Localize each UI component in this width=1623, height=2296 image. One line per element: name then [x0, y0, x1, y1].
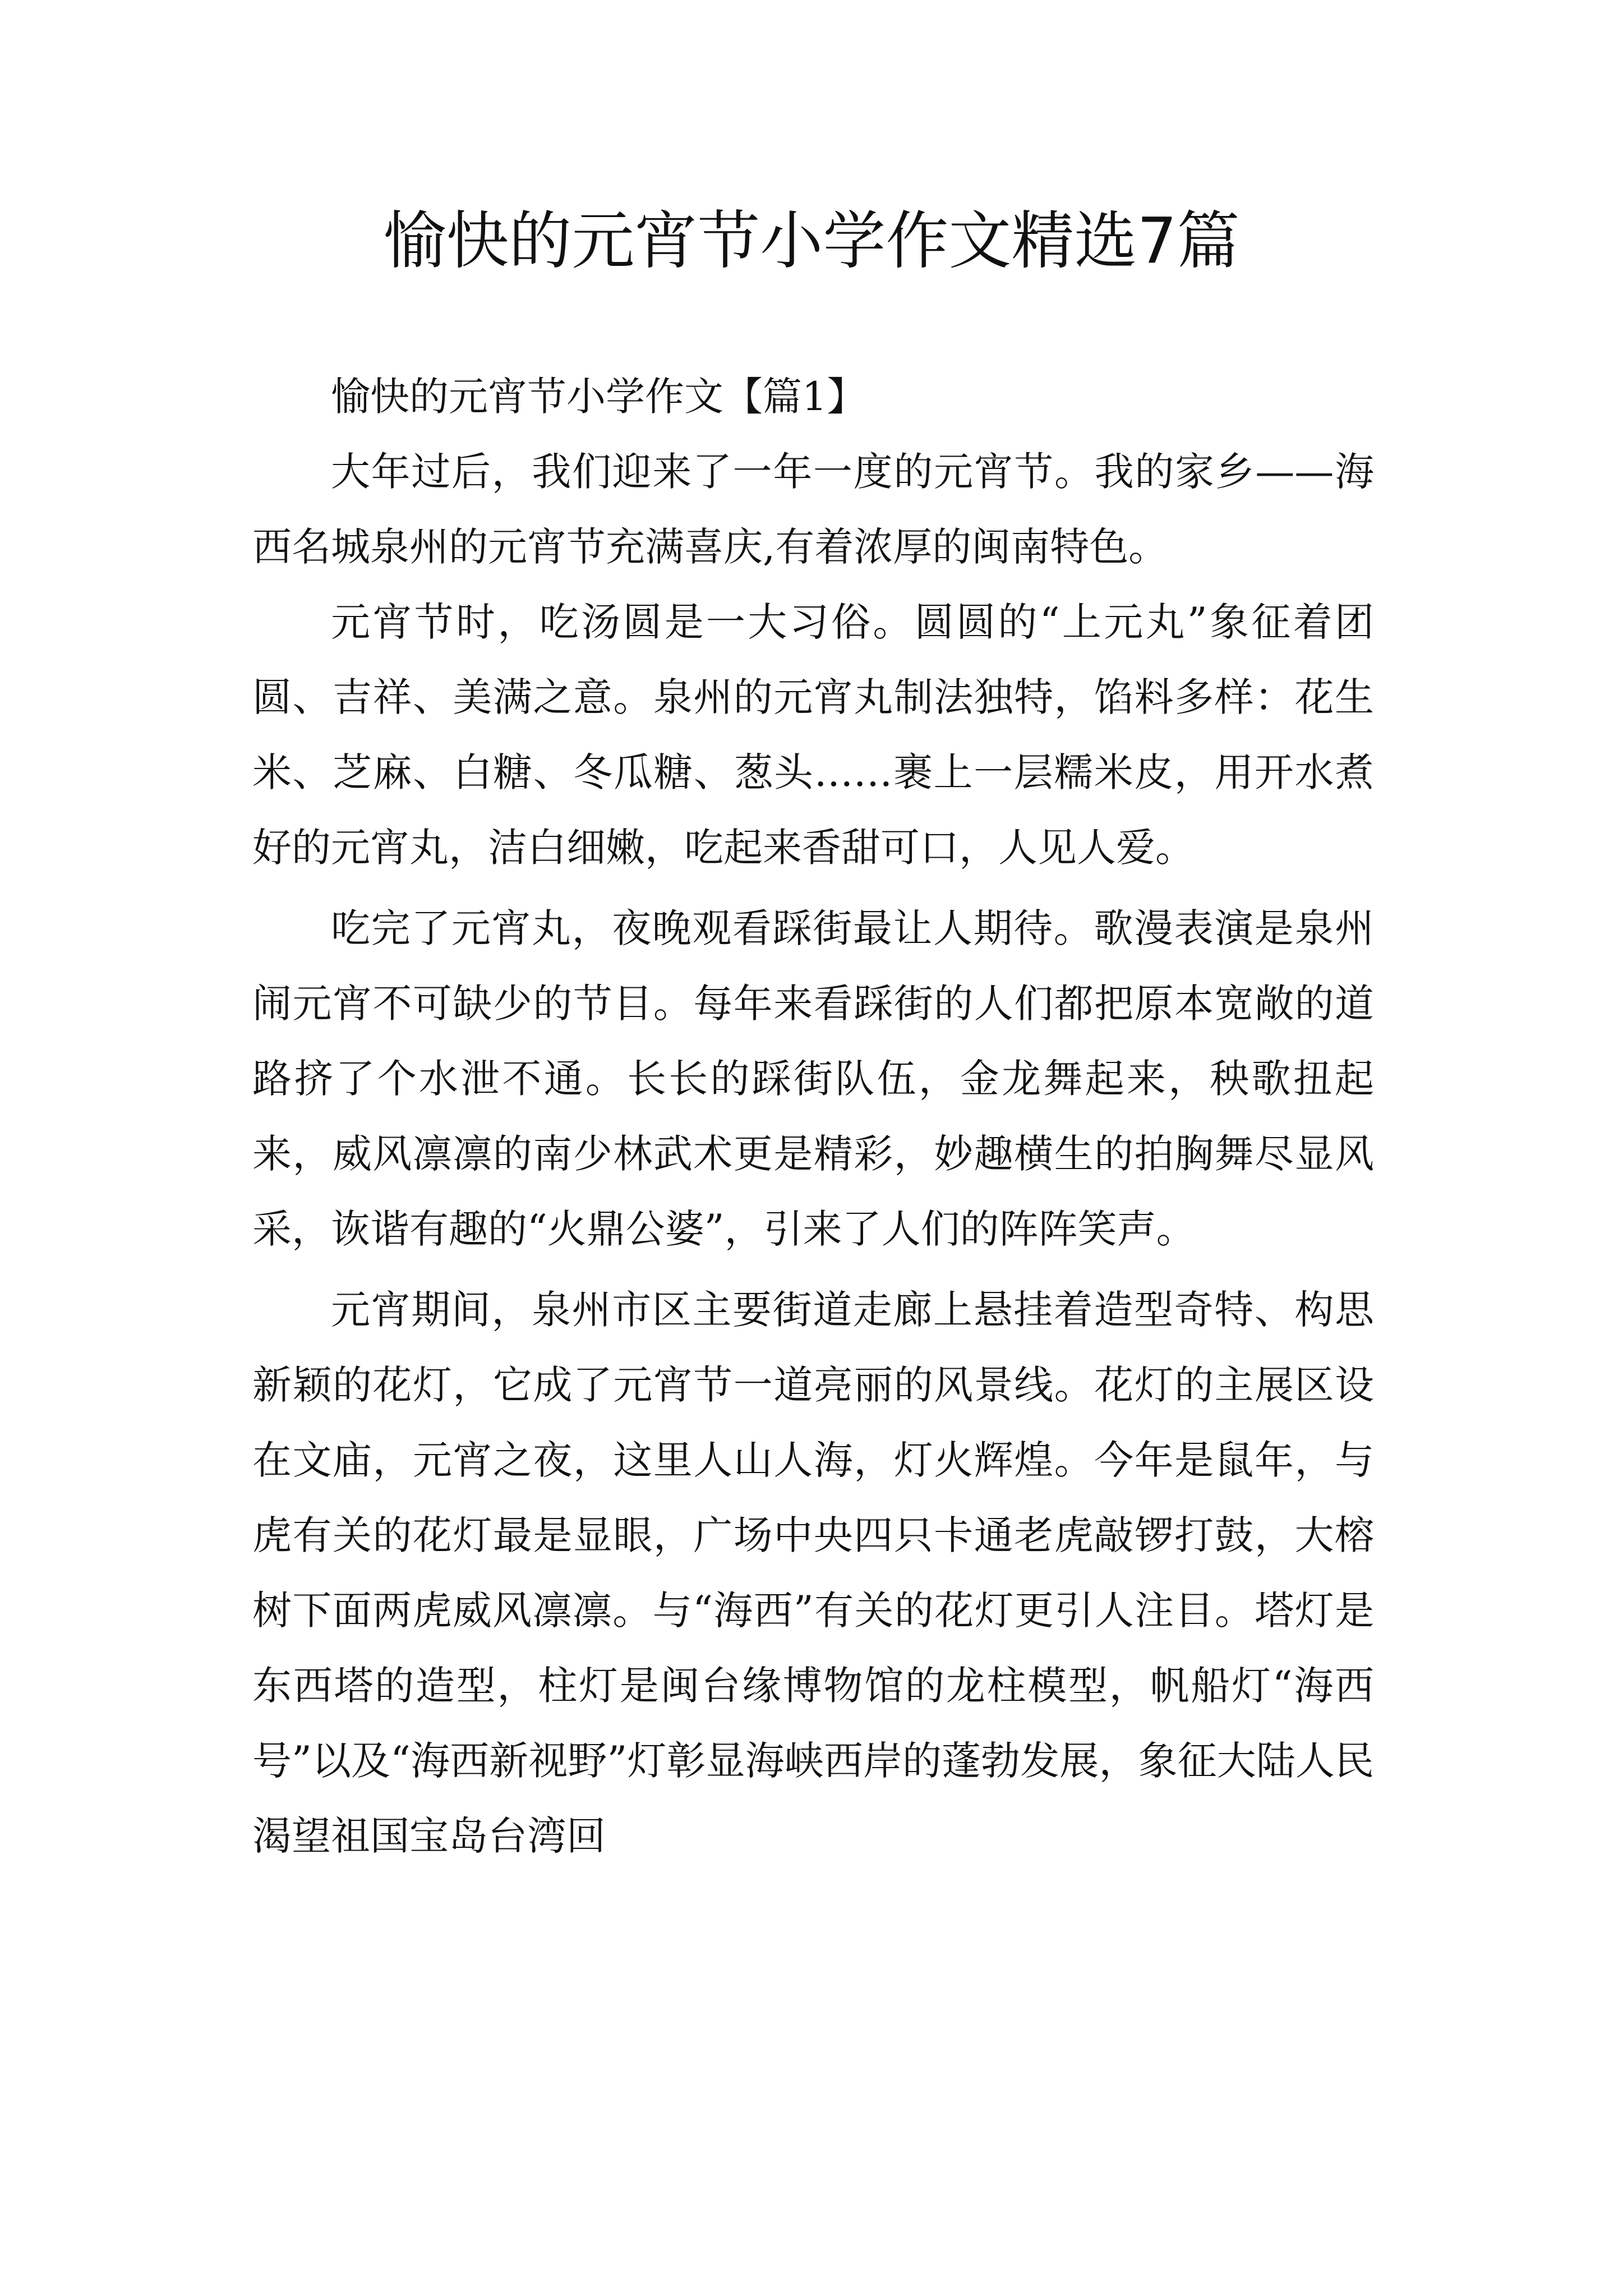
paragraph: 元宵期间，泉州市区主要街道走廊上悬挂着造型奇特、构思新颖的花灯，它成了元宵节一道亮丽的风景线。花灯的主展区设在文庙，元宵之夜，这里人山人海，灯火辉煌。今年是鼠年，与虎有关的花灯最是显眼，广场中央四只卡通老虎敲锣打鼓，大榕树下面两虎威风凛凛。与“海西”有关的花灯更引人注目。塔灯是东西塔的造型，柱灯是闽台缘博物馆的龙柱模型，帆船灯“海西号”以及“海西新视野”灯彰显海峡西岸的蓬勃发展，象征大陆人民渴望祖国宝岛台湾回 — [252, 1287, 1374, 1859]
section-heading: 愉快的元宵节小学作文【篇1】 — [331, 374, 866, 420]
paragraph: 元宵节时，吃汤圆是一大习俗。圆圆的“上元丸”象征着团圆、吉祥、美满之意。泉州的元宵丸制法独特，馅料多样：花生米、芝麻、白糖、冬瓜糖、葱头……裹上一层糯米皮，用开水煮好的元宵丸，洁白细嫩，吃起来香甜可口，人见人爱。 — [252, 599, 1374, 871]
document-body — [252, 359, 1374, 1874]
document-title: 愉快的元宵节小学作文精选7篇 — [383, 205, 1240, 278]
paragraph: 大年过后，我们迎来了一年一度的元宵节。我的家乡——海西名城泉州的元宵节充满喜庆,有着浓厚的闽南特色。 — [252, 449, 1374, 570]
paragraph: 吃完了元宵丸，夜晚观看踩街最让人期待。歌漫表演是泉州闹元宵不可缺少的节目。每年来看踩街的人们都把原本宽敞的道路挤了个水泄不通。长长的踩街队伍，金龙舞起来，秧歌扭起来，威风凛凛的南少林武术更是精彩，妙趣横生的拍胸舞尽显风采，诙谐有趣的“火鼎公婆”，引来了人们的阵阵笑声。 — [252, 905, 1374, 1252]
